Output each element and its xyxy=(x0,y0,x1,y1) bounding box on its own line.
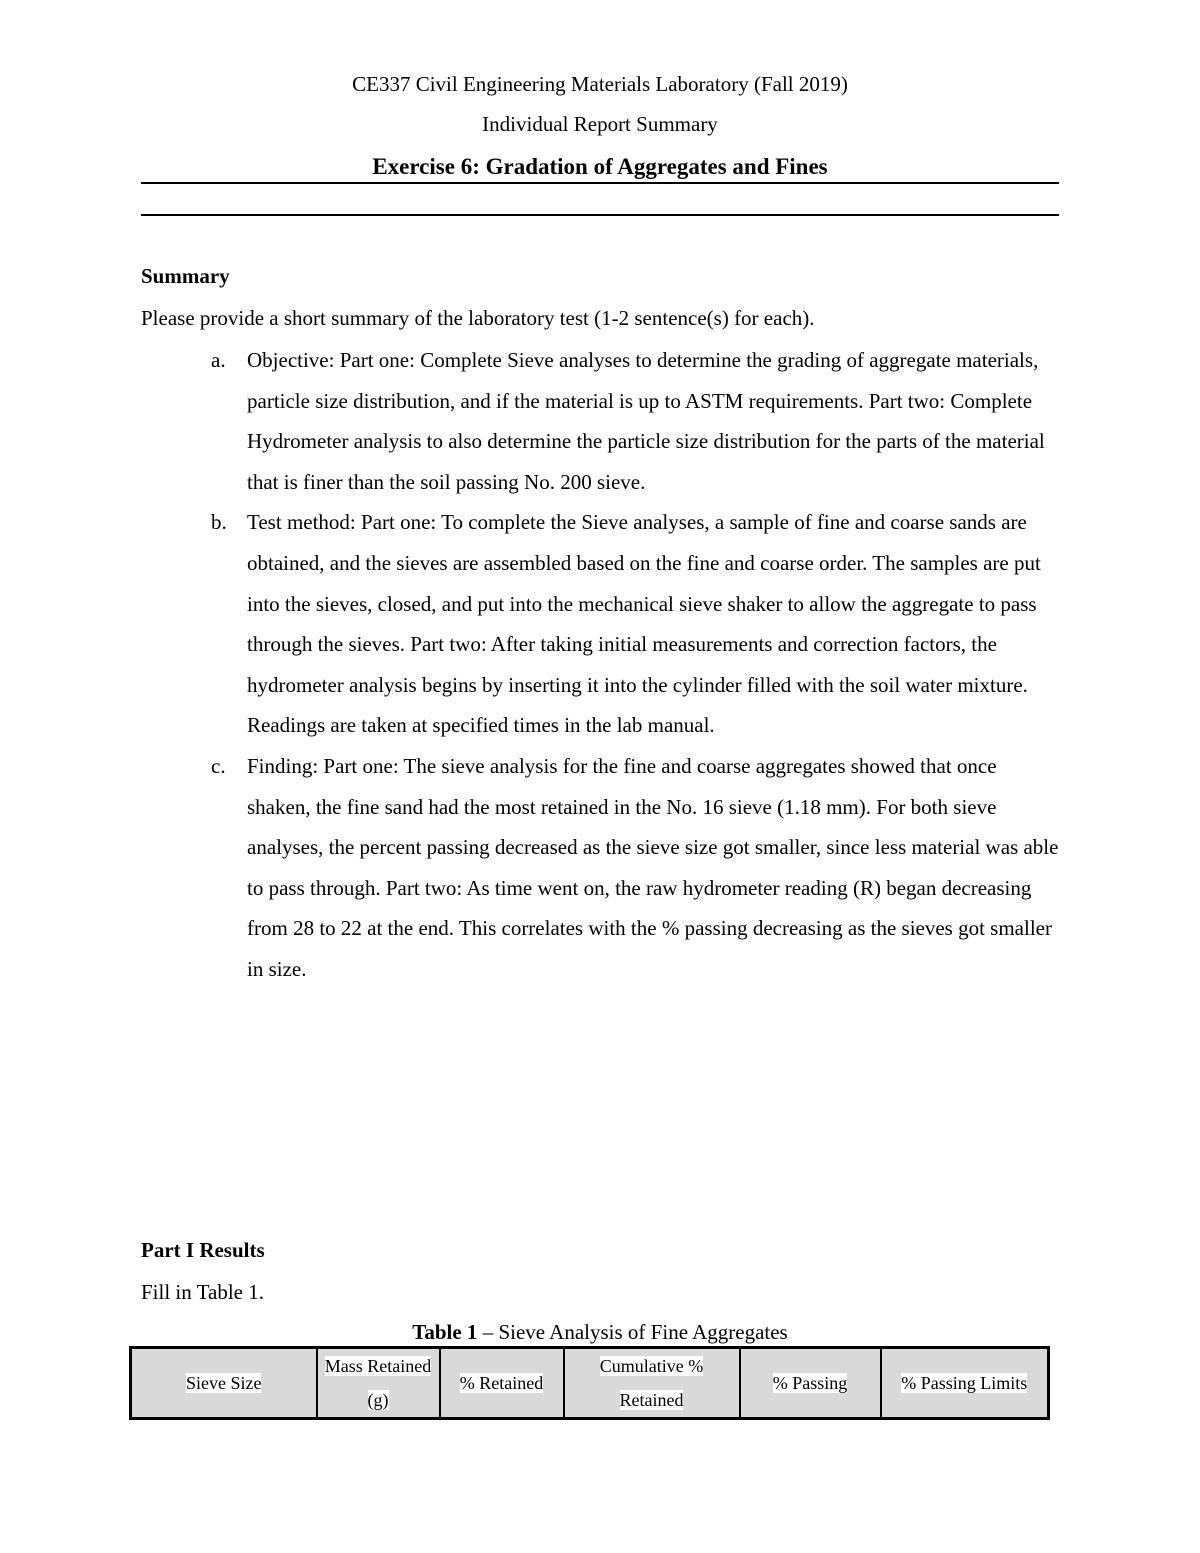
column-header-mass-retained: Mass Retained (g) xyxy=(317,1348,440,1419)
summary-heading: Summary xyxy=(141,264,230,288)
column-header-sieve-size: Sieve Size xyxy=(131,1348,317,1419)
list-item-text: Test method: Part one: To complete the Sieve analyses, a sample of fine and coarse sands are obtained, and the sieves are assembled based on the fine and coarse order. The samples are put into the sieves, closed, and put into the mechanical sieve shaker to allow the aggregate to pass through the sieves. Part two: After taking initial measurements and correction factors, the hydrometer analysis begins by inserting it into the cylinder filled with the soil water mixture. Readings are taken at specified times in the lab manual. xyxy=(247,510,1041,738)
title-divider xyxy=(141,182,1059,184)
column-header-cumulative-retained: Cumulative % Retained xyxy=(564,1348,740,1419)
report-subtitle: Individual Report Summary xyxy=(482,112,718,136)
list-marker: a. xyxy=(211,348,226,372)
table-header-row xyxy=(131,1348,1049,1419)
list-marker: b. xyxy=(211,510,227,535)
column-header-passing-limits: % Passing Limits xyxy=(881,1348,1049,1419)
list-item-test-method xyxy=(141,502,1061,746)
summary-intro: Please provide a short summary of the laboratory test (1-2 sentence(s) for each). xyxy=(141,306,815,330)
results-instruction: Fill in Table 1. xyxy=(141,1280,264,1304)
title-divider-bottom xyxy=(141,214,1059,216)
table-caption xyxy=(0,1320,1200,1345)
list-marker: c. xyxy=(211,753,226,778)
list-item-text: Objective: Part one: Complete Sieve analyses to determine the grading of aggregate materials, particle size distribution, and if the material is up to ASTM requirements. Part two: Complete Hydrometer analysis to also determine the particle size distribution for the parts of the material that is finer than the soil passing No. 200 sieve. xyxy=(247,348,1045,494)
list-item-text: Finding: Part one: The sieve analysis for the fine and coarse aggregates showed that once shaken, the fine sand had the most retained in the No. 16 sieve (1.18 mm). For both sieve analyses, the percent passing decreased as the sieve size got smaller, since less material was able to pass through. Part two: As time went on, the raw hydrometer reading (R) began decreasing from 28 to 22 at the end. This correlates with the % passing decreasing as the sieves got smaller in size. xyxy=(247,753,1059,981)
column-header-percent-retained: % Retained xyxy=(440,1348,564,1419)
course-title: CE337 Civil Engineering Materials Laboratory (Fall 2019) xyxy=(352,72,848,96)
table-caption-label: Table 1 xyxy=(412,1320,478,1344)
table-caption-text: – Sieve Analysis of Fine Aggregates xyxy=(477,1320,788,1344)
exercise-title: Exercise 6: Gradation of Aggregates and Fines xyxy=(372,154,828,179)
list-item-objective xyxy=(141,340,1061,502)
summary-list xyxy=(141,340,1061,990)
sieve-analysis-table xyxy=(129,1346,1050,1420)
column-header-percent-passing: % Passing xyxy=(740,1348,881,1419)
list-item-finding xyxy=(141,746,1061,990)
results-heading: Part I Results xyxy=(141,1238,265,1262)
